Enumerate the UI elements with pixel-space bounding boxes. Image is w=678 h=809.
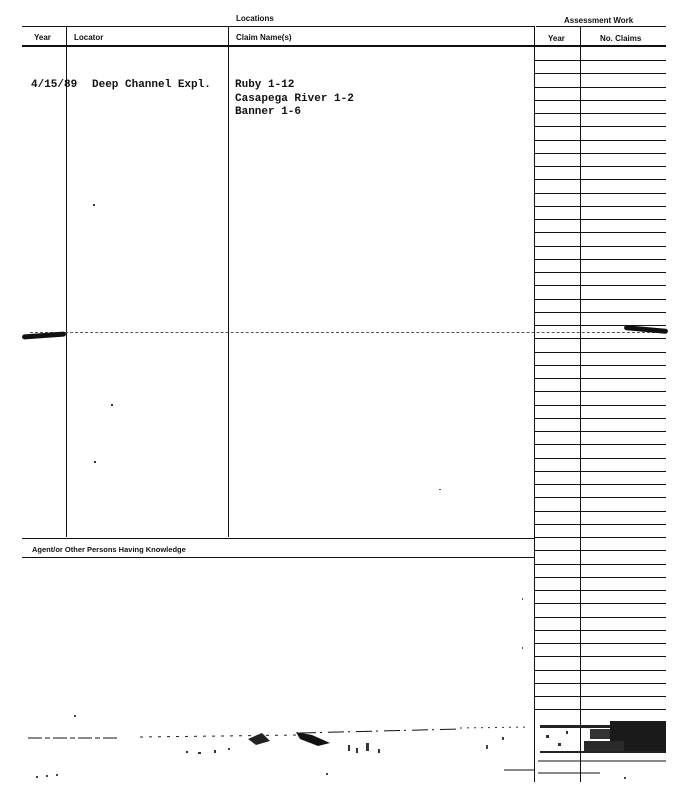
agent-section-top-rule — [22, 538, 534, 539]
assessment-row-rule — [535, 325, 666, 326]
column-header-assessment-year: Year — [548, 34, 565, 43]
speck — [94, 461, 96, 463]
speck — [111, 404, 113, 406]
assessment-row-rule — [535, 312, 666, 313]
assessment-row-rule — [535, 87, 666, 88]
assessment-row-rule — [535, 643, 666, 644]
assessment-row-rule — [535, 603, 666, 604]
assessment-row-rule — [535, 471, 666, 472]
assessment-row-rule — [535, 564, 666, 565]
assessment-work-heading: Assessment Work — [564, 16, 634, 25]
assessment-row-rule — [535, 391, 666, 392]
column-header-year: Year — [34, 33, 51, 42]
assessment-row-rule — [535, 537, 666, 538]
speck — [522, 647, 523, 649]
assessment-row-rule — [535, 299, 666, 300]
assessment-header-top-rule — [536, 26, 666, 27]
speck — [93, 204, 95, 206]
fold-line — [30, 332, 660, 333]
entry-claim-1: Ruby 1-12 — [235, 79, 295, 91]
assessment-row-rule — [535, 352, 666, 353]
speck — [522, 598, 523, 600]
scan-noise-bottom — [0, 715, 678, 809]
assessment-row-rule — [535, 166, 666, 167]
assessment-row-rule — [535, 524, 666, 525]
assessment-row-rule — [535, 431, 666, 432]
assessment-row-rule — [535, 365, 666, 366]
assessment-row-rule — [535, 405, 666, 406]
assessment-row-rule — [535, 219, 666, 220]
assessment-row-rule — [535, 73, 666, 74]
assessment-row-rule — [535, 232, 666, 233]
assessment-row-rule — [535, 458, 666, 459]
assessment-row-rule — [535, 60, 666, 61]
assessment-row-rule — [535, 153, 666, 154]
binder-mark-left — [22, 331, 66, 339]
assessment-row-rule — [535, 444, 666, 445]
assessment-row-rule — [535, 617, 666, 618]
column-header-claim-names: Claim Name(s) — [236, 33, 292, 42]
assessment-row-rule — [535, 259, 666, 260]
entry-claim-2: Casapega River 1-2 — [235, 93, 354, 105]
assessment-row-rule — [535, 206, 666, 207]
header-top-rule — [22, 26, 534, 27]
locator-claims-divider — [228, 27, 229, 537]
column-header-locator: Locator — [74, 33, 104, 42]
speck — [439, 489, 441, 490]
header-bottom-rule — [22, 45, 666, 47]
assessment-row-rule — [535, 497, 666, 498]
assessment-row-rule — [535, 126, 666, 127]
assessment-row-rule — [535, 511, 666, 512]
assessment-row-rule — [535, 484, 666, 485]
entry-locator: Deep Channel Expl. — [92, 79, 211, 91]
assessment-row-rule — [535, 630, 666, 631]
assessment-row-rule — [535, 418, 666, 419]
assessment-row-rule — [535, 683, 666, 684]
assessment-row-rule — [535, 709, 666, 710]
agent-heading: Agent/or Other Persons Having Knowledge — [32, 545, 186, 554]
assessment-row-rule — [535, 670, 666, 671]
assessment-row-rule — [535, 577, 666, 578]
assessment-row-rule — [535, 285, 666, 286]
assessment-row-rule — [535, 696, 666, 697]
assessment-row-rule — [535, 550, 666, 551]
assessment-row-rule — [535, 140, 666, 141]
assessment-row-rule — [535, 113, 666, 114]
assessment-row-rule — [535, 272, 666, 273]
assessment-row-rule — [535, 656, 666, 657]
year-locator-divider — [66, 27, 67, 537]
assessment-row-rule — [535, 378, 666, 379]
assessment-row-rule — [535, 193, 666, 194]
assessment-row-rule — [535, 338, 666, 339]
locations-heading: Locations — [236, 14, 274, 23]
entry-year: 4/15/89 — [31, 79, 78, 91]
assessment-row-rule — [535, 100, 666, 101]
entry-claim-3: Banner 1-6 — [235, 106, 302, 118]
assessment-row-rule — [535, 179, 666, 180]
assessment-row-rule — [535, 246, 666, 247]
column-header-no-claims: No. Claims — [600, 34, 642, 43]
assessment-row-rule — [535, 590, 666, 591]
agent-section-header-rule — [22, 557, 534, 558]
